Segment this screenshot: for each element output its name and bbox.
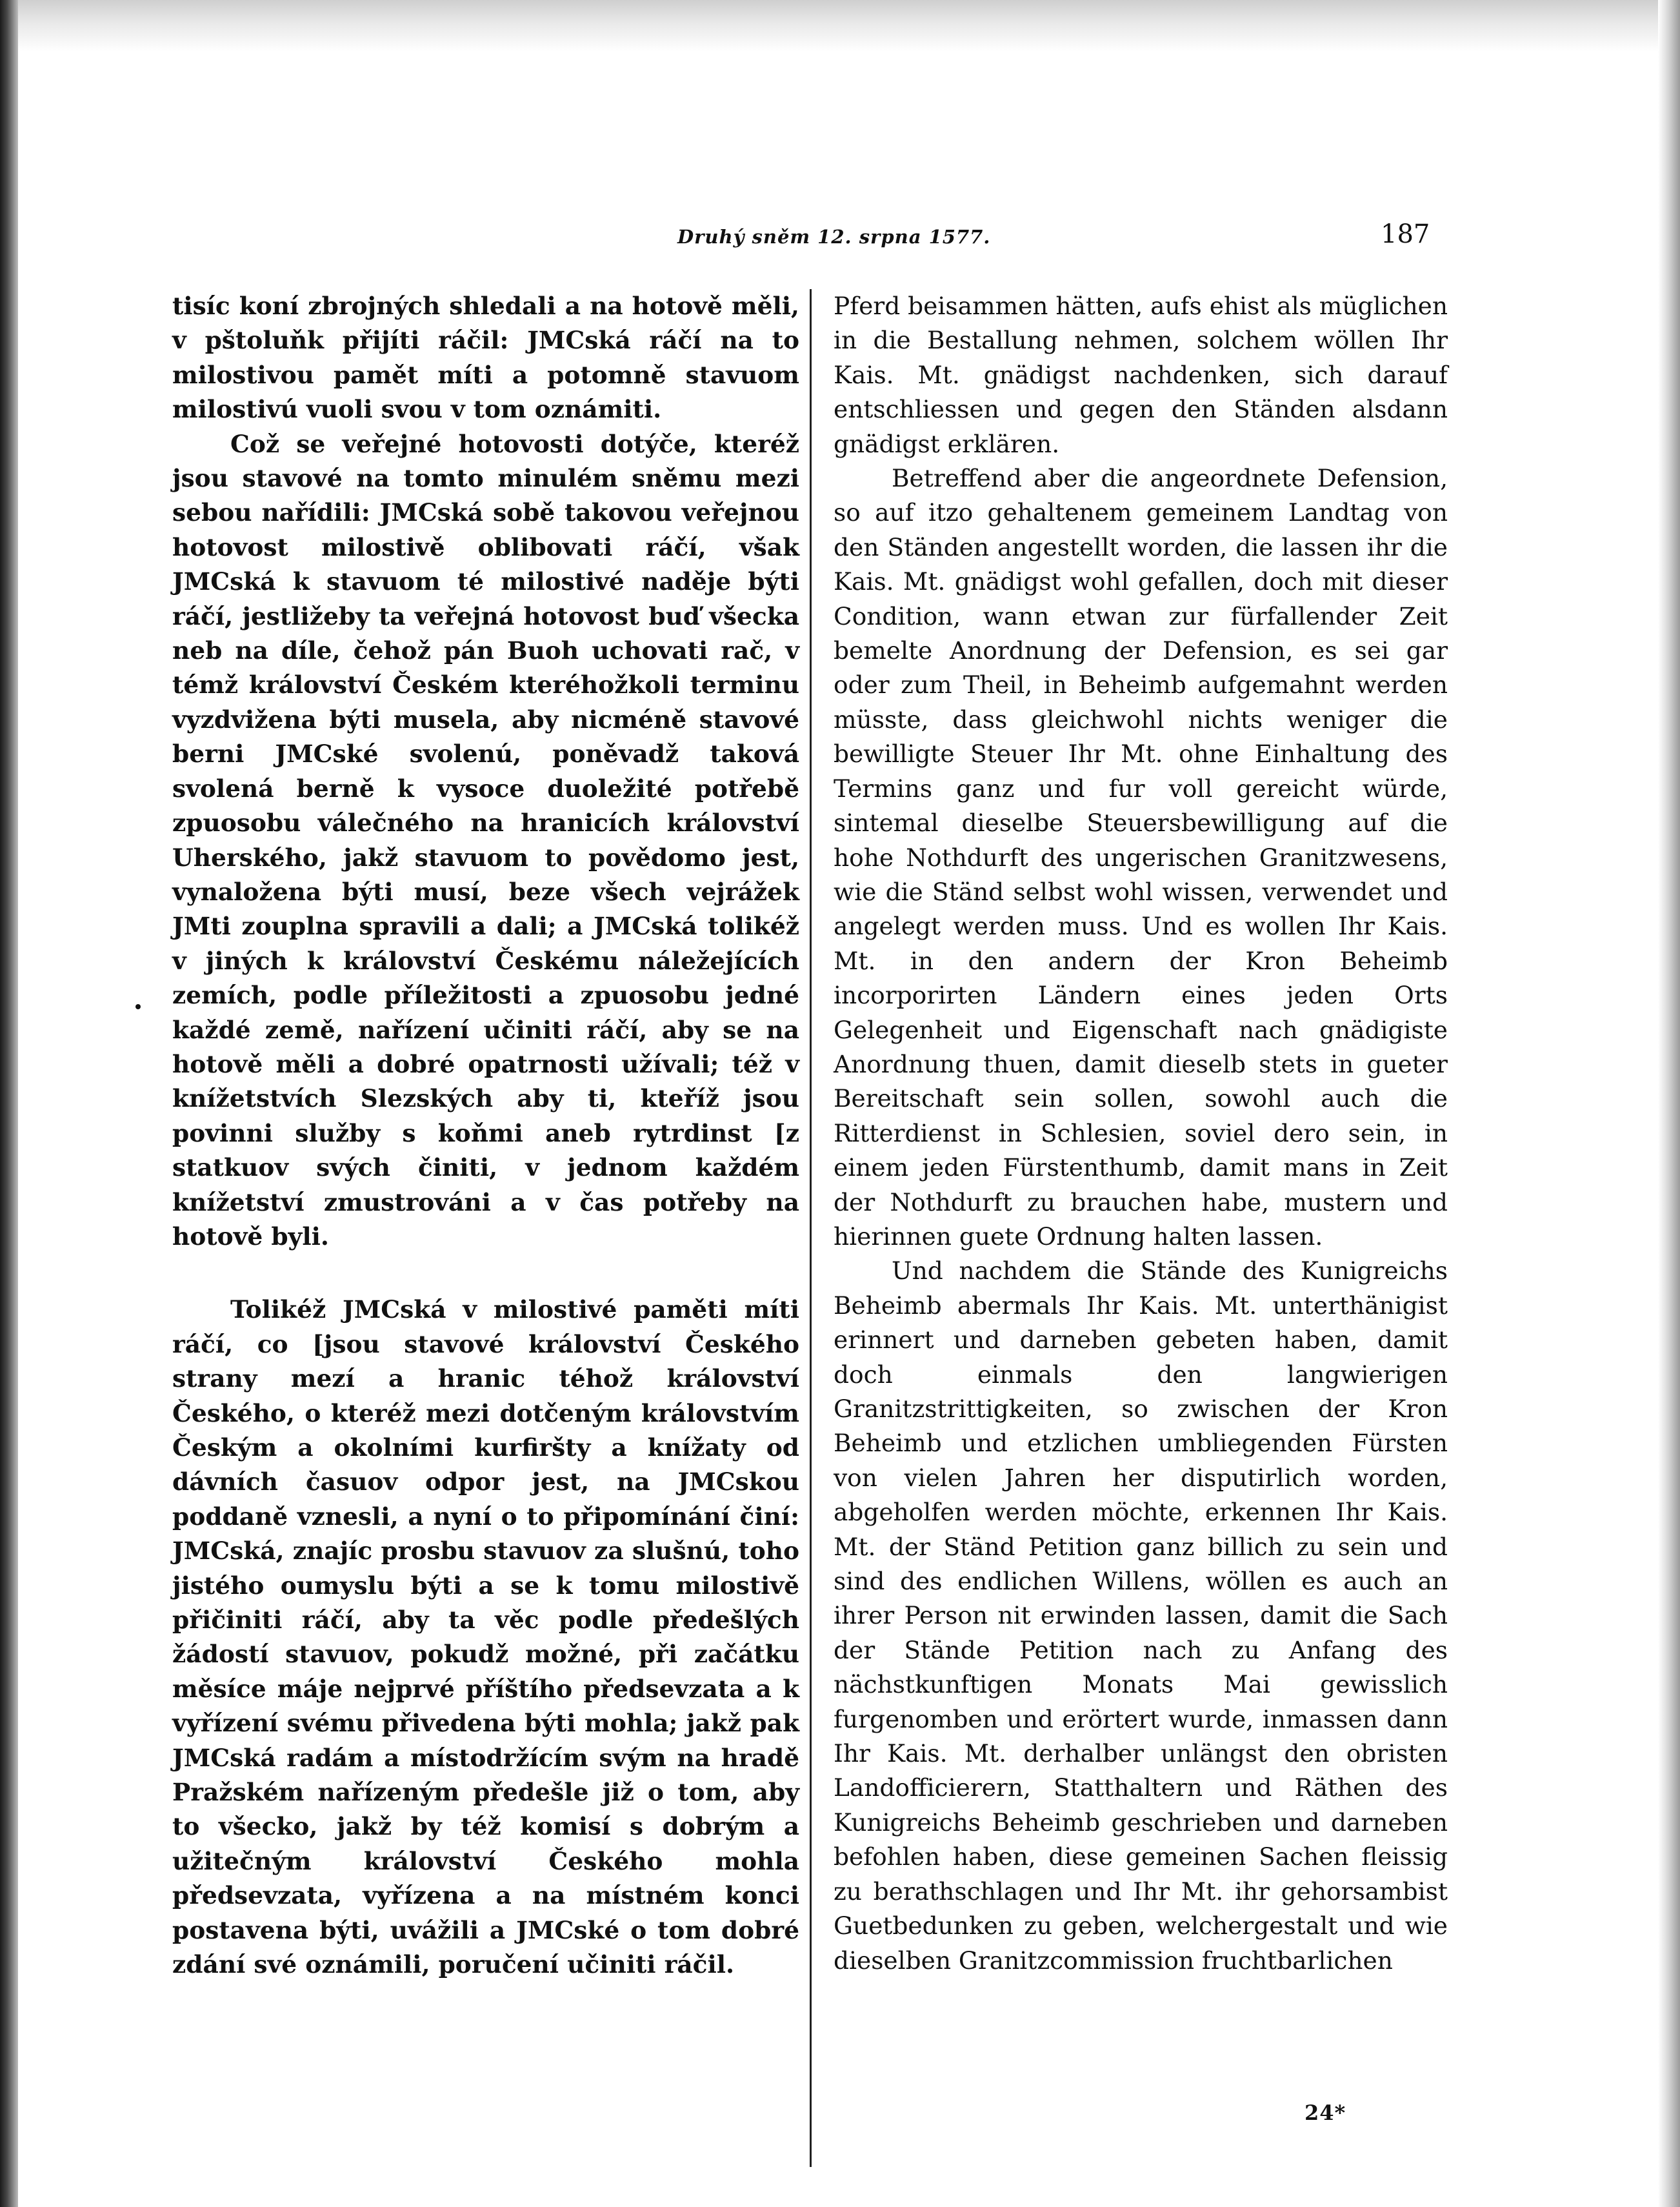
left-paragraph: Tolikéž JMCská v milostivé paměti míti ráčí, co [jsou stavové království Českého strany mezí a hranic téhož království Českého, o kteréž mezi dotčeným královstvím Českým a okolními kurfiršty a knížaty od dávních časuov odpor jest, na JMCskou poddaně vznesli, a nyní o to připomínání činí: JMCská, znajíc prosbu stavuov za slušnú, toho jistého oumyslu býti a se k tomu milostivě přičiniti ráčí, aby ta věc podle předešlých žádostí stavuov, pokudž možné, při začátku měsíce máje nejprvé příštího předsevzata a k vyřízení svému přivedena býti mohla; jakž pak JMCská radám a místodržícím svým na hradě Pražském nařízeným předešle již o tom, aby to všecko, jakž by též komisí s dobrým a užitečným království Českého mohla předsevzata, vyřízena a na místném konci postavena býti, uvážili a JMCské o tom dobré zdání své oznámili, poručení učiniti ráčil. — [172, 1295, 799, 1979]
page-number: 187 — [1381, 219, 1430, 249]
right-paragraph: Und nachdem die Stände des Kunigreichs Beheimb abermals Ihr Kais. Mt. unterthänigist erinnert und darneben gebeten haben, damit doch einmals den langwierigen Granitzstrittigkeiten, so zwischen der Kron Beheimb und etzlichen umbliegenden Fürsten von vielen Jahren her disputirlich worden, abgeholfen werden möchte, erkennen Ihr Kais. Mt. der Ständ Petition ganz billich zu sein und sind des endlichen Willens, wöllen es auch an ihrer Person nit erwinden lassen, damit die Sach der Stände Petition nach zu Anfang des nächstkunftigen Monats Mai gewisslich furgenomben und erörtert wurde, inmassen dann Ihr Kais. Mt. derhalber unlängst den obristen Landofficierern, Statthaltern und Räthen des Kunigreichs Beheimb geschrieben und darneben befohlen haben, diese gemeinen Sachen fleissig zu berathschlagen und Ihr Mt. ihr gehorsambist Guetbedunken zu geben, welchergestalt und wie dieselben Granitzcommission fruchtbarlichen — [834, 1256, 1448, 1975]
left-column-czech — [172, 289, 799, 1982]
scan-edge-left — [0, 0, 18, 2207]
scan-edge-right — [1658, 0, 1680, 2207]
scan-edge-top — [0, 0, 1680, 52]
left-paragraph: tisíc koní zbrojných shledali a na hotově měli, v pštoluňk přijíti ráčil: JMCská ráčí na to milostivou pamět míti a potomně stavuom milostivú vuoli svou v tom oznámiti. — [172, 292, 799, 424]
left-paragraph: Což se veřejné hotovosti dotýče, kteréž jsou stavové na tomto minulém sněmu mezi sebou nařídili: JMCská sobě takovou veřejnou hotovost milostivě oblibovati ráčí, však JMCská k stavuom té milostivé naděje býti ráčí, jestližeby ta veřejná hotovost buď všecka neb na díle, čehož pán Buoh uchovati rač, v témž království Českém kteréhožkoli terminu vyzdvižena býti musela, aby nicméně stavové berni JMCské svolenú, poněvadž taková svolená berně k vysoce duoležité potřebě zpuosobu válečného na hranicích království Uherského, jakž stavuom to povědomo jest, vynaložena býti musí, beze všech vejrážek JMti zouplna spravili a dali; a JMCská tolikéž v jiných k království Českému náležejících zemích, podle příležitosti a zpuosobu jedné každé země, nařízení učiniti ráčí, aby se na hotově měli a dobré opatrnosti užívali; též v knížetstvích Slezských aby ti, kteříž jsou povinni služby s koňmi aneb rytrdinst [z statkuov svých činiti, v jednom každém knížetství zmustrováni a v čas potřeby na hotově byli. — [172, 429, 799, 1251]
running-title: Druhý sněm 12. srpna 1577. — [677, 226, 991, 248]
column-divider — [810, 289, 812, 2167]
right-paragraph: Pferd beisammen hätten, aufs ehist als müglichen in die Bestallung nehmen, solchem wöllen Ihr Kais. Mt. gnädigst nachdenken, sich darauf entschliessen und gegen den Ständen alsdann gnädigst erklären. — [834, 292, 1448, 458]
signature-mark: 24* — [1305, 2101, 1346, 2125]
margin-dot — [135, 1004, 141, 1009]
right-column-german — [834, 289, 1448, 1978]
right-paragraph: Betreffend aber die angeordnete Defension, so auf itzo gehaltenem gemeinem Landtag von den Ständen angestellt worden, die lassen ihr die Kais. Mt. gnädigst wohl gefallen, doch mit dieser Condition, wann etwan zur fürfallender Zeit bemelte Anordnung der Defension, es sei gar oder zum Theil, in Beheimb aufgemahnt werden müsste, dass gleichwohl nichts weniger die bewilligte Steuer Ihr Mt. ohne Einhaltung des Termins ganz und fur voll gereicht würde, sintemal dieselbe Steuersbewilligung auf die hohe Nothdurft des ungerischen Granitzwesens, wie die Ständ selbst wohl wissen, verwendet und angelegt werden muss. Und es wollen Ihr Kais. Mt. in den andern der Kron Beheimb incorporirten Ländern eines jeden Orts Gelegenheit und Eigenschaft nach gnädigiste Anordnung thuen, damit dieselb stets in gueter Bereitschaft sein sollen, sowohl auch die Ritterdienst in Schlesien, soviel dero sein, in einem jeden Fürstenthumb, damit mans in Zeit der Nothdurft zu brauchen habe, mustern und hierinnen guete Ordnung halten lassen. — [834, 464, 1448, 1251]
